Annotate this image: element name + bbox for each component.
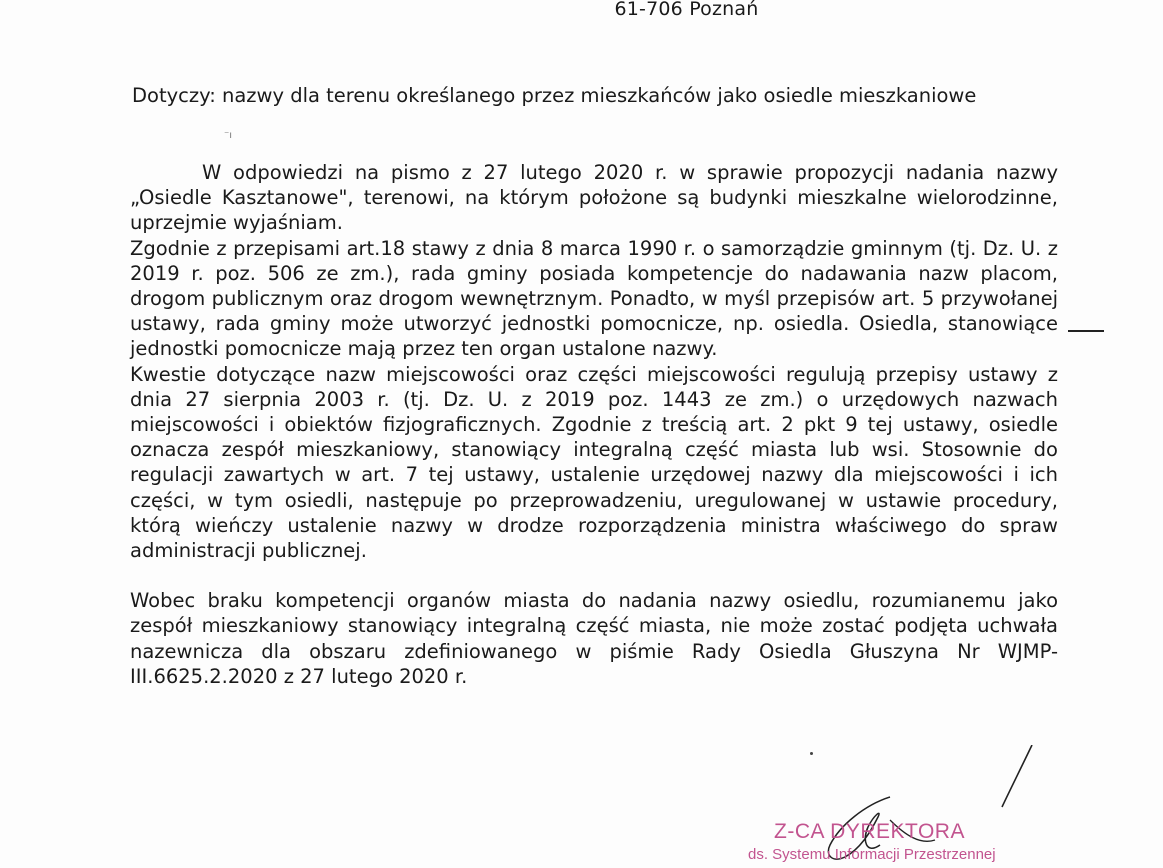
body-paragraph-2: Zgodnie z przepisami art.18 stawy z dnia 8 marca 1990 r. o samorządzie gminnym (tj. Dz. U. z 2019 r. poz. 506 ze zm.), rada gminy posiada kompetencje do nadawania nazw placom, drogom publicznym oraz drogom wewnętrznym. Ponadto, w myśl przepisów art. 5 przywołanej ustawy, rada gminy może utworzyć jednostki pomocnicze, np. osiedla. Osiedla, stanowiące jednostki pomocnicze mają przez ten organ ustalone nazwy. xyxy=(130,236,1058,361)
subject-line: Dotyczy: nazwy dla terenu określanego przez mieszkańców jako osiedle mieszkaniowe xyxy=(132,84,977,107)
body-paragraph-4: Wobec braku kompetencji organów miasta do nadania nazwy osiedlu, rozumianemu jako zespół mieszkaniowy stanowiący integralną część miasta, nie może zostać podjęta uchwała nazewnicza dla obszaru zdefiniowanego w piśmie Rady Osiedla Głuszyna Nr WJMP-III.6625.2.2020 z 27 lutego 2020 r. xyxy=(130,589,1058,688)
stamp-title: Z-CA DYREKTORA xyxy=(774,820,965,843)
body-paragraph-3: Kwestie dotyczące nazw miejscowości oraz części miejscowości regulują przepisy ustawy z dnia 27 sierpnia 2003 r. (tj. Dz. U. z 2019 poz. 1443 ze zm.) o urzędowych nazwach miejscowości i obiektów fizjograficznych. Zgodnie z treścią art. 2 pkt 9 tej ustawy, osiedle oznacza zespół mieszkaniowy, stanowiący integralną część miasta lub wsi. Stosownie do regulacji zawartych w art. 7 tej ustawy, ustalenie urzędowej nazwy dla miejscowości i ich części, w tym osiedli, następuje po przeprowadzeniu, uregulowanej w ustawie procedury, którą wieńczy ustalenie nazwy w drodze rozporządzenia ministra właściwego do spraw administracji publicznej. xyxy=(130,362,1058,563)
recipient-address: 61-706 Poznań xyxy=(614,0,759,20)
stamp-subtitle: ds. Systemu Informacji Przestrzennej xyxy=(748,846,996,863)
letter-body xyxy=(130,160,1058,689)
scan-artifact: ⁻ı xyxy=(224,130,233,141)
body-paragraph-1: W odpowiedzi na pismo z 27 lutego 2020 r. w sprawie propozycji nadania nazwy „Osiedle Kasztanowe", terenowi, na którym położone są budynki mieszkalne wielorodzinne, uprzejmie wyjaśniam. xyxy=(130,161,1058,235)
handwritten-stroke xyxy=(1068,330,1104,332)
